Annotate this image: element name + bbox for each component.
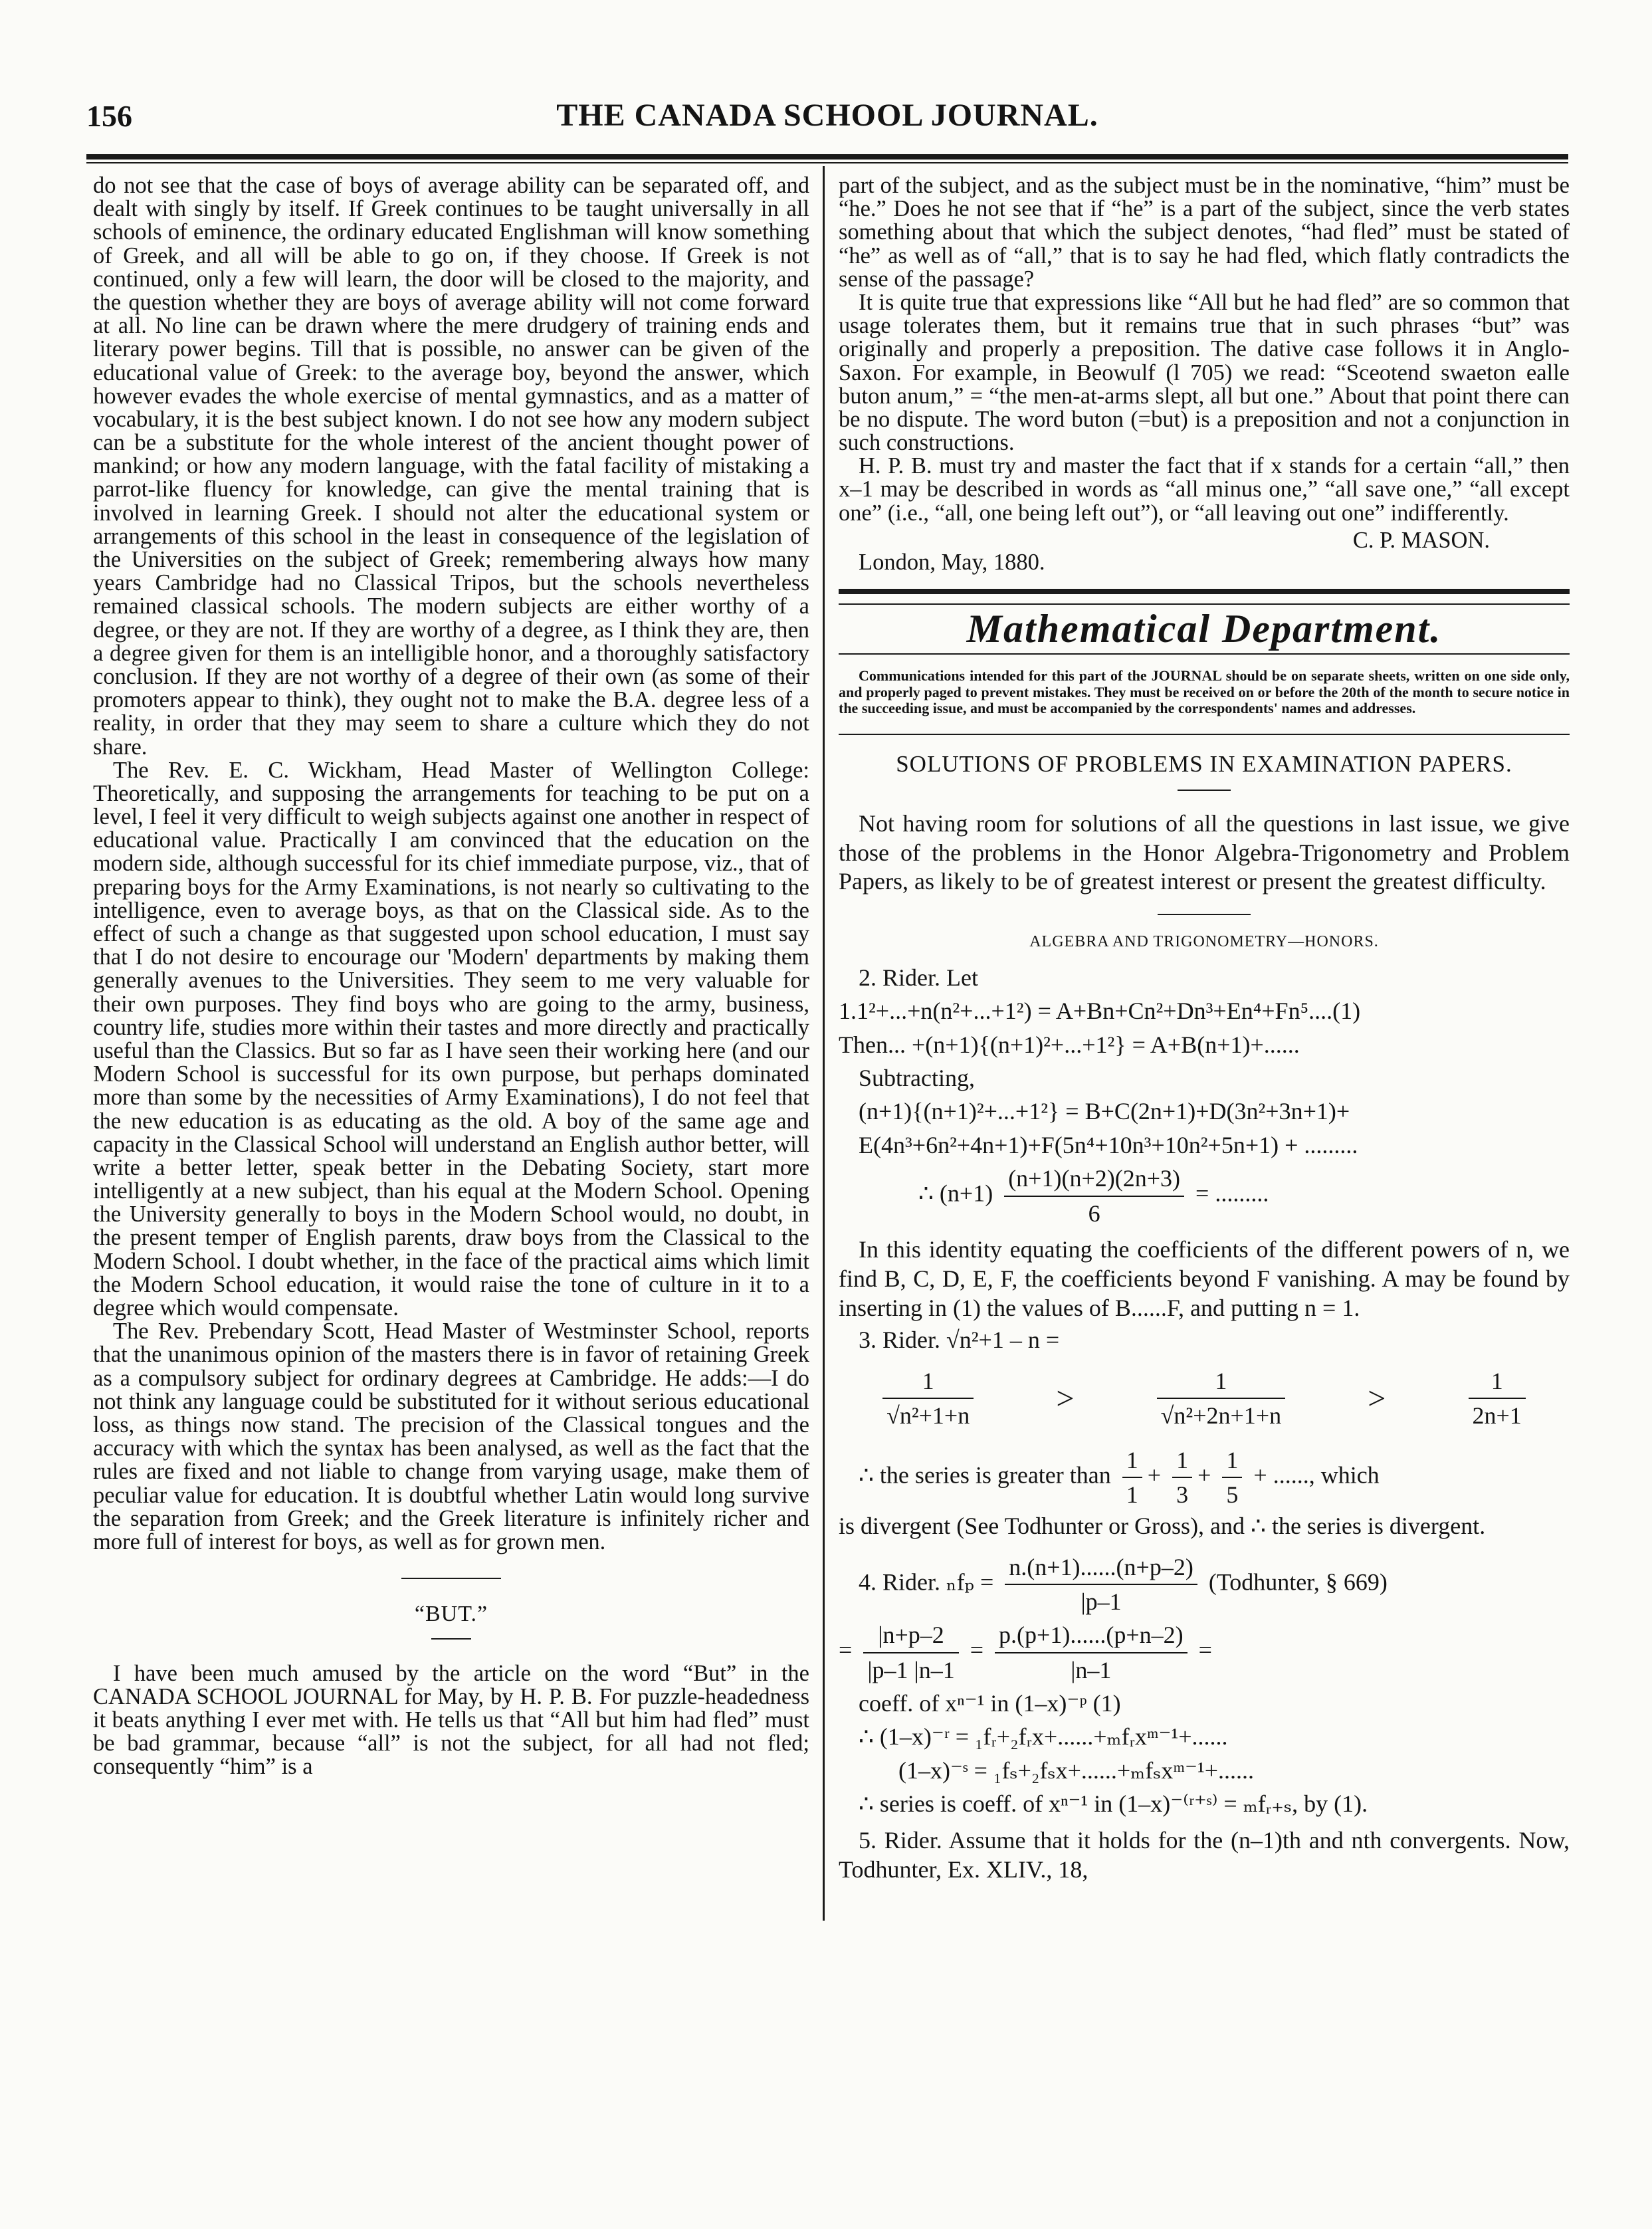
fraction-numerator: 1 bbox=[1222, 1443, 1242, 1478]
fraction-numerator: (n+1)(n+2)(2n+3) bbox=[1004, 1162, 1184, 1196]
rider-2-result-suffix: = ......... bbox=[1195, 1180, 1269, 1207]
rider-4-fraction bbox=[863, 1618, 958, 1687]
department-rule-top bbox=[839, 589, 1570, 605]
page-header bbox=[86, 93, 1568, 153]
rider-2-line: E(4n³+6n²+4n+1)+F(5n⁴+10n³+10n²+5n+1) + ......... bbox=[859, 1131, 1358, 1158]
rider-4-line: ∴ series is coeff. of xⁿ⁻¹ in (1–x)⁻⁽ʳ⁺ˢ⁾ = ₘfᵣ₊ₛ, by (1). bbox=[859, 1790, 1368, 1818]
rider-2-explanation: In this identity equating the coefficients of the different powers of n, we find B, C, D, E, F, the coefficients beyond F vanishing. A may be found by inserting in (1) the values of B......F, and putting n = 1. bbox=[839, 1235, 1570, 1321]
rider-2-label: 2. Rider. Let bbox=[859, 964, 978, 991]
fraction-numerator: n.(n+1)......(n+p–2) bbox=[1005, 1550, 1197, 1585]
right-column bbox=[839, 174, 1570, 1884]
rider-4-line: (1–x)⁻ˢ = ₁fₛ+₂fₛx+......+ₘfₛxᵐ⁻¹+...... bbox=[898, 1756, 1255, 1784]
rider-2-line: Subtracting, bbox=[859, 1064, 975, 1091]
heading-underline bbox=[431, 1638, 471, 1640]
fraction-denominator: √n²+1+n bbox=[886, 1402, 970, 1430]
solutions-underline bbox=[1178, 790, 1231, 791]
fraction-denominator: 5 bbox=[1226, 1481, 1239, 1509]
page-number: 156 bbox=[86, 99, 132, 133]
rider-3-conclusion: is divergent (See Todhunter or Gross), and ∴ the series is divergent. bbox=[839, 1512, 1486, 1539]
rider-4-first-line bbox=[839, 1550, 1570, 1619]
but-article-paragraph: H. P. B. must try and master the fact that if x stands for a certain “all,” then x–1 may be described in words as “all minus one,” “all save one,” “all except one” (i.e., “all, one being left out”), or “all leaving out one” indifferently. bbox=[839, 453, 1570, 526]
rider-3-fraction bbox=[1469, 1364, 1526, 1433]
rider-3-series: ∴ the series is greater than $\frac{1}{1}$ + $\frac{1}{3}$ + $\frac{1}{5}$ + ......, which bbox=[839, 1443, 1570, 1512]
department-notice: Communications intended for this part of the JOURNAL should be on separate sheets, written on one side only, and properly paged to prevent mistakes. They must be received on or before the 20th of the month to secure notice in the succeeding issue, and must be accompanied by the correspondents' names and addresses. bbox=[839, 667, 1570, 716]
department-rule-bottom bbox=[839, 653, 1570, 659]
solutions-heading: SOLUTIONS OF PROBLEMS IN EXAMINATION PAPERS. bbox=[896, 750, 1512, 777]
fraction-denominator: √n²+2n+1+n bbox=[1160, 1402, 1282, 1430]
section-divider bbox=[401, 1578, 501, 1579]
rider-3-fraction bbox=[1157, 1364, 1285, 1433]
fraction-denominator: |p–1 bbox=[1081, 1588, 1122, 1615]
rider-4-fraction bbox=[1005, 1550, 1197, 1619]
solutions-intro: Not having room for solutions of all the questions in last issue, we give those of the problems in the Honor Algebra-Trigonometry and Problem Papers, as likely to be of greatest interest or present the greatest difficulty. bbox=[839, 809, 1570, 895]
column-divider bbox=[823, 166, 825, 1921]
journal-title: THE CANADA SCHOOL JOURNAL. bbox=[556, 98, 1098, 133]
fraction-denominator: 6 bbox=[1088, 1200, 1100, 1227]
solutions-divider bbox=[1158, 914, 1251, 915]
but-article-paragraph: It is quite true that expressions like “All but he had fled” are so common that usage tolerates them, but it remains true that in such phrases “but” was originally and properly a preposition. The dative case follows it in Anglo-Saxon. For example, in Beowulf (l 705) we read: “Sceotend swaeton ealle buton anum,” = “the men-at-arms slept, all but one.” About that point there can be no dispute. The word buton (=but) is a preposition and not a conjunction in such constructions. bbox=[839, 289, 1570, 456]
article-paragraph: The Rev. E. C. Wickham, Head Master of Wellington College: Theoretically, and supposing the arrangements for teaching to be put on a level, I feel it very difficult to weigh subjects against one another in respect of educational value. Practically I am convinced that the education on the modern side, although successful for its chief immediate purpose, viz., that of preparing boys for the Army Examinations, is not nearly so cultivating to the intelligence, even to average boys, as that on the Classical side. As to the effect of such a change as that suggested upon school education, I must say that I do not desire to encourage our 'Modern' departments by making them generally avenues to the Universities. They seem to me very valuable for their own purposes. They find boys who are going to the army, business, country life, studies more within their tastes and more directly and practically useful than the Classics. But so far as I have seen their working here (and our Modern School is successful for its own purpose, but perhaps dominated more than some by the necessities of Army Examinations), I do not feel that the new education is as educating as the old. A boy of the same age and capacity in the Classical School will understand an English author better, will write a better letter, speak better in the Debating Society, start more intelligently at a new subject, than his equal at the Modern School. Opening the University generally to boys in the Modern School would, no doubt, in the present temper of English parents, draw boys from the Classical to the Modern School. I doubt whether, in the face of the practical aims which limit the Modern School education, it would raise the tone of culture in it to a degree which would compensate. bbox=[93, 757, 809, 1321]
dateline: London, May, 1880. bbox=[859, 550, 1045, 575]
fraction-numerator: |n+p–2 bbox=[863, 1618, 958, 1653]
but-heading: “BUT.” bbox=[414, 1602, 488, 1627]
series-term bbox=[1122, 1443, 1142, 1512]
rider-2-line: 1.1²+...+n(n²+...+1²) = A+Bn+Cn²+Dn³+En⁴+Fn⁵....(1) bbox=[839, 998, 1361, 1025]
rider-4 bbox=[839, 1550, 1570, 1821]
fraction-numerator: 1 bbox=[1469, 1364, 1526, 1399]
but-article-paragraph: I have been much amused by the article on the word “But” in the CANADA SCHOOL JOURNAL for May, by H. P. B. For puzzle-headedness it beats anything I ever met with. He tells us that “All but him had fled” must be bad grammar, because “all” is not the subject, for all had not fled; consequently “him” is a bbox=[93, 1660, 809, 1780]
article-paragraph: do not see that the case of boys of average ability can be separated off, and dealt with singly by itself. If Greek continues to be taught universally in all schools of eminence, the ordinary educated Englishman will know something of Greek, and all will be able to go on, if they choose. If Greek is not continued, only a few will learn, the door will be closed to the majority, and the question whether they are boys of average ability will not come forward at all. No line can be drawn where the mere drudgery of training ends and literary power begins. Till that is possible, no answer can be given of the educational value of Greek: to the average boy, beyond the answer, which however evades the whole exercise of mental gymnastics, and as a matter of vocabulary, it is the best subject known. I do not see how any modern subject can be a substitute for the whole interest of the ancient thought power of mankind; or how any modern language, with the fatal facility of mistaking a parrot-like fluency for knowledge, can give the mental training that is involved in learning Greek. I should not alter the educational system or arrangements of this school in the least in consequence of the legislation of the Universities on the subject of Greek; remembering always how many years Cambridge had no Classical Tripos, but the schools nevertheless remained classical schools. The modern subjects are either worthy of a degree, or they are not. If they are worthy of a degree, as I think they are, then a degree given for them is an intelligible honor, and a thoroughly satisfactory conclusion. If they are not worthy of a degree of their own (as some of their promoters appear to think), they ought not to make the B.A. degree less of a reality, in order that they may seem to share a culture which they do not share. bbox=[93, 173, 809, 760]
algebra-heading: ALGEBRA AND TRIGONOMETRY—HONORS. bbox=[1029, 933, 1379, 951]
series-suffix: + ......, which bbox=[1253, 1461, 1380, 1489]
rider-2-result bbox=[839, 1162, 1570, 1230]
left-column bbox=[93, 174, 809, 1779]
rider-2-result-prefix: ∴ (n+1) bbox=[918, 1180, 993, 1207]
rider-4-label: 4. Rider. ₙfₚ = bbox=[859, 1568, 994, 1596]
series-term bbox=[1172, 1443, 1192, 1512]
header-rule-thin bbox=[86, 162, 1568, 163]
rider-3 bbox=[839, 1323, 1570, 1541]
fraction-denominator: 1 bbox=[1126, 1481, 1138, 1509]
greater-than-sign: > bbox=[1056, 1380, 1075, 1416]
rider-2-line: Then... +(n+1){(n+1)²+...+1²} = A+B(n+1)+...... bbox=[839, 1031, 1300, 1058]
fraction-numerator: 1 bbox=[1157, 1364, 1285, 1399]
fraction-denominator: |n–1 bbox=[1071, 1656, 1112, 1683]
rider-5: 5. Rider. Assume that it holds for the (n–1)th and nth convergents. Now, Todhunter, Ex. XLIV., 18, bbox=[839, 1826, 1570, 1883]
series-prefix: ∴ the series is greater than bbox=[859, 1461, 1111, 1489]
rider-4-fraction bbox=[995, 1618, 1187, 1687]
but-article-continued: part of the subject, and as the subject must be in the nominative, “him” must be “he.” Does he not see that if “he” is a part of the subject, since the verb states something about that which the subject denotes, “had fled” must be stated of “he” as well as of “all,” that is to say he had fled, which flatly contradicts the sense of the passage? bbox=[839, 173, 1570, 292]
rider-4-second-line: = $\frac{|n+p-2}{|p-1 |n-1}$ = $\frac{p.(p+1)......(p+n-2)}{|n-1}$ = bbox=[839, 1618, 1570, 1687]
rider-3-label: 3. Rider. √n²+1 – n = bbox=[859, 1326, 1060, 1353]
greater-than-sign: > bbox=[1368, 1380, 1386, 1416]
fraction-denominator: 3 bbox=[1176, 1481, 1189, 1509]
series-term bbox=[1222, 1443, 1242, 1512]
rider-2 bbox=[839, 961, 1570, 1323]
fraction-denominator: |p–1 |n–1 bbox=[867, 1656, 955, 1683]
author-signature: C. P. MASON. bbox=[1352, 527, 1490, 553]
fraction-numerator: p.(p+1)......(p+n–2) bbox=[995, 1618, 1187, 1653]
fraction-numerator: 1 bbox=[1122, 1443, 1142, 1478]
fraction-numerator: 1 bbox=[882, 1364, 974, 1399]
fraction-denominator: 2n+1 bbox=[1472, 1402, 1522, 1430]
fraction-numerator: 1 bbox=[1172, 1443, 1192, 1478]
header-rule-thick bbox=[86, 154, 1568, 159]
article-paragraph: The Rev. Prebendary Scott, Head Master of Westminster School, reports that the unanimous opinion of the masters there is in favor of retaining Greek as a compulsory subject for ordinary degrees at Cambridge. He adds:—I do not think any language could be substituted for it without serious educational loss, as things now stand. The precision of the Classical tongues and the accuracy with which the syntax has been analysed, as well as the fact that the rules are fixed and not liable to change from varying usage, make them of peculiar value for education. It is doubtful whether Latin would long survive the separation from Greek; and the Greek literature is infinitely richer and more full of interest for boys, as well as for grown men. bbox=[93, 1319, 809, 1554]
notice-rule bbox=[839, 734, 1570, 735]
department-title: Mathematical Department. bbox=[966, 607, 1442, 651]
todhunter-reference: (Todhunter, § 669) bbox=[1208, 1568, 1388, 1596]
rider-2-fraction bbox=[1004, 1162, 1184, 1230]
rider-4-line: ∴ (1–x)⁻ʳ = ₁fᵣ+₂fᵣx+......+ₘfᵣxᵐ⁻¹+...... bbox=[859, 1723, 1228, 1751]
rider-3-fraction bbox=[882, 1364, 974, 1433]
rider-4-coeff: coeff. of xⁿ⁻¹ in (1–x)⁻ᵖ (1) bbox=[859, 1690, 1121, 1717]
rider-2-line: (n+1){(n+1)²+...+1²} = B+C(2n+1)+D(3n²+3n+1)+ bbox=[859, 1098, 1350, 1125]
rider-3-inequality bbox=[839, 1364, 1570, 1433]
